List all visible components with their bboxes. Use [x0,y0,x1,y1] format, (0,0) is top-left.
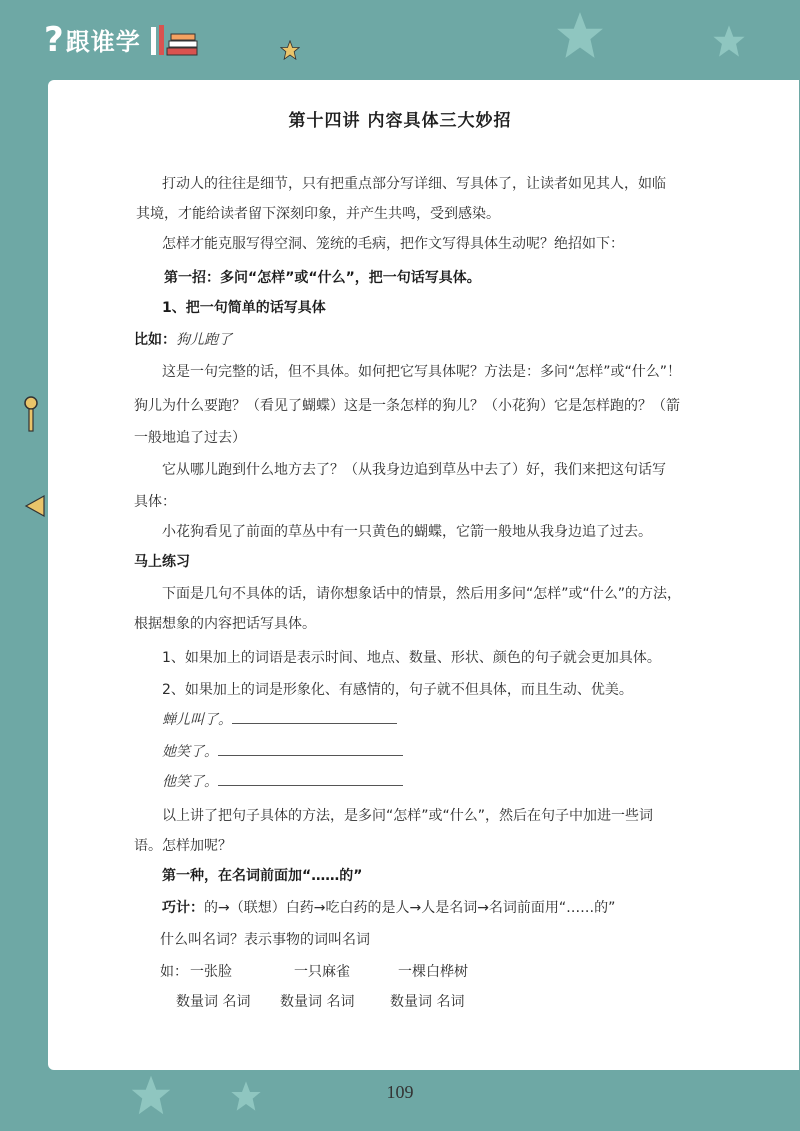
word-type: 数量词 名词 [390,994,465,1010]
example-word: 一张脸 [190,964,232,980]
page-number: 109 [386,1082,414,1102]
paragraph: 狗儿为什么要跑？（看见了蝴蝶）这是一条怎样的狗儿？（小花狗）它是怎样跑的？（箭 [134,398,680,414]
paragraph: 1、如果加上的词语是表示时间、地点、数量、形状、颜色的句子就会更加具体。 [162,650,661,666]
page-title: 第十四讲 内容具体三大妙招 [288,111,512,131]
answer-blank[interactable] [232,710,397,724]
paragraph: 它从哪儿跑到什么地方去了？（从我身边追到草丛中去了）好，我们来把这句话写 [162,462,666,478]
example-label: 如： [160,964,188,980]
word-type: 数量词 名词 [176,994,251,1010]
example-line [134,330,232,350]
paragraph: 这是一句完整的话，但不具体。如何把它写具体呢？方法是：多问“怎样”或“什么”！ [162,364,682,380]
tip-text: 的→（联想）白药→吃白药的是人→人是名词→名词前面用“……的” [204,900,616,916]
paragraph: 其境，才能给读者留下深刻印象，并产生共鸣，受到感染。 [136,206,500,222]
exercise-line [162,772,403,792]
paragraph: 语。怎样加呢？ [134,838,232,854]
star-icon [712,24,746,58]
tip-line [162,898,615,918]
example-word: 一棵白桦树 [398,964,468,980]
triangle-icon [24,494,46,518]
exercise-line [162,742,403,762]
paragraph: 打动人的往往是细节，只有把重点部分写详细、写具体了，让读者如见其人，如临 [162,176,666,192]
word-type: 数量词 名词 [280,994,355,1010]
subsection-heading: 1、把一句简单的话写具体 [162,300,326,316]
tip-label: 巧计： [162,900,204,916]
example-word: 一只麻雀 [294,964,350,980]
content-page [48,80,799,1070]
star-icon [555,10,605,60]
books-icon [149,23,201,57]
paragraph: 2、如果加上的词是形象化、有感情的，句子就不但具体，而且生动、优美。 [162,682,633,698]
logo-mark: ? [44,19,64,60]
logo [44,19,201,60]
example-text: 狗儿跑了 [176,332,232,348]
section-heading: 马上练习 [134,554,190,570]
exercise-prompt: 蝉儿叫了。 [162,712,232,728]
paragraph: 具体： [134,494,176,510]
section-heading: 第一招：多问“怎样”或“什么”，把一句话写具体。 [164,270,481,286]
paragraph: 一般地追了过去） [134,430,246,446]
answer-blank[interactable] [218,772,403,786]
paragraph: 小花狗看见了前面的草丛中有一只黄色的蝴蝶，它箭一般地从我身边追了过去。 [162,524,652,540]
pencil-icon [20,395,42,435]
paragraph: 什么叫名词？表示事物的词叫名词 [160,932,370,948]
exercise-line [162,710,397,730]
star-icon [280,40,300,60]
paragraph: 以上讲了把句子具体的方法，是多问“怎样”或“什么”，然后在句子中加进一些词 [162,808,654,824]
exercise-prompt: 她笑了。 [162,744,218,760]
paragraph: 根据想象的内容把话写具体。 [134,616,316,632]
exercise-prompt: 他笑了。 [162,774,218,790]
section-heading: 第一种，在名词前面加“……的” [162,868,363,884]
paragraph: 下面是几句不具体的话，请你想象话中的情景，然后用多问“怎样”或“什么”的方法， [162,586,682,602]
example-label: 比如： [134,332,176,348]
answer-blank[interactable] [218,742,403,756]
logo-text: 跟谁学 [65,28,141,56]
paragraph: 怎样才能克服写得空洞、笼统的毛病，把作文写得具体生动呢？绝招如下： [162,236,624,252]
page-header [0,0,800,82]
